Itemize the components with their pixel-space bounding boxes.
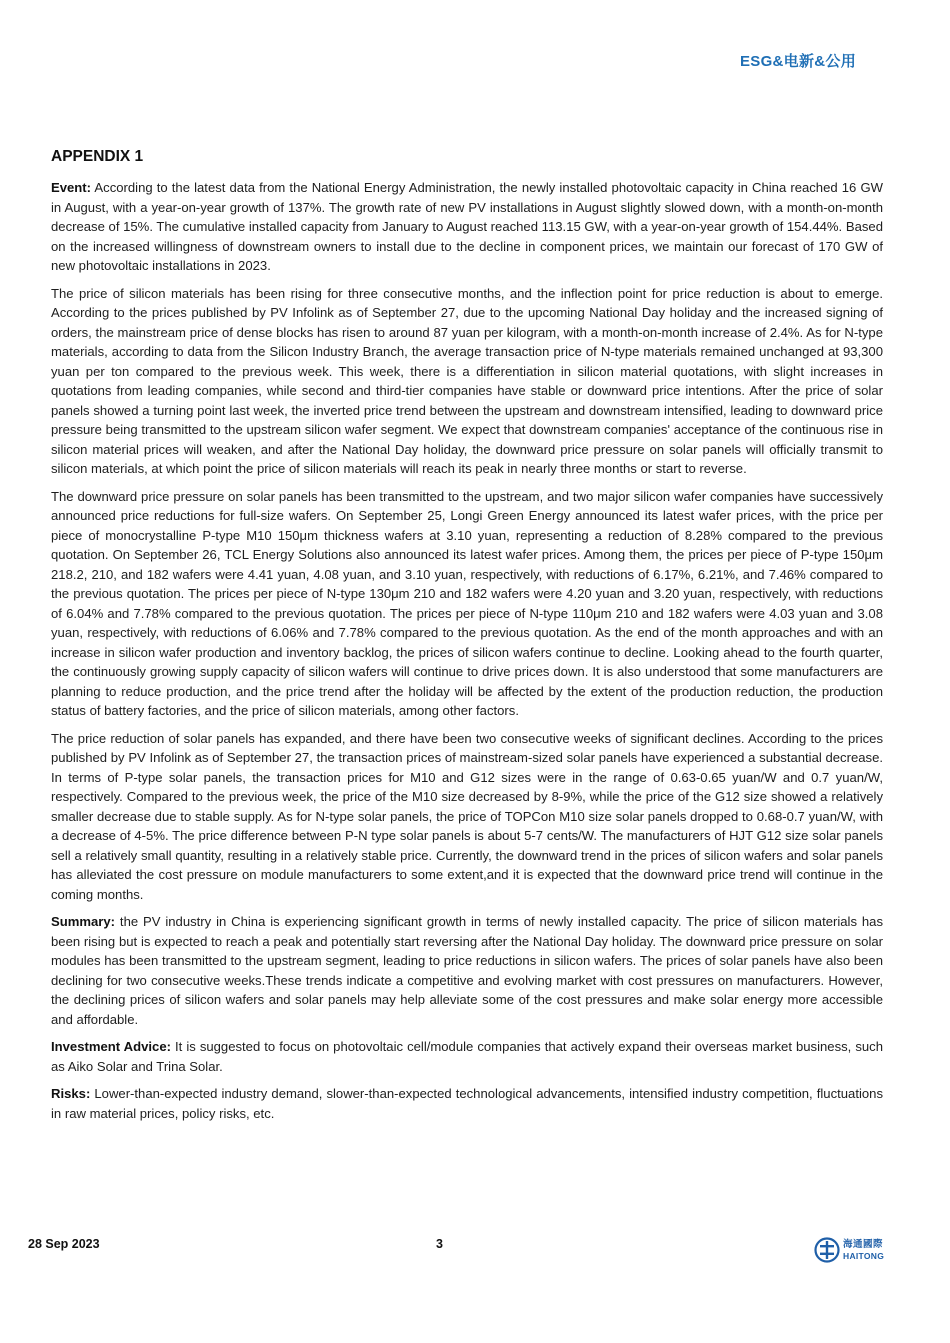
event-paragraph bbox=[51, 178, 883, 276]
event-label: Event: bbox=[51, 180, 92, 195]
advice-text: It is suggested to focus on photovoltaic cell/module companies that actively expand their overseas market business, such as Aiko Solar and Trina Solar. bbox=[51, 1039, 884, 1074]
appendix-title: APPENDIX 1 bbox=[51, 148, 144, 165]
event-text: According to the latest data from the National Energy Administration, the newly installed photovoltaic capacity in China reached 16 GW in August, with a year-on-year growth of 137%. The growth rate of new PV installations in August slightly slowed down, with a month-on-month decrease of 15%. The cumulative installed capacity from January to August reached 113.15 GW, with a year-on-year growth of 154.44%. Based on the increased willingness of downstream owners to install due to the decline in component prices, we maintain our forecast of 170 GW of new photovoltaic installations in 2023. bbox=[51, 180, 883, 273]
haitong-logo-icon bbox=[814, 1237, 840, 1263]
wafer-paragraph: The downward price pressure on solar panels has been transmitted to the upstream, and two major silicon wafer companies have successively announced price reductions for full-size wafers. On September 25, Longi Green Energy announced its latest wafer prices, with the price per piece of monocrystalline P-type M10 150μm thickness wafers at 3.10 yuan, representing a reduction of 8.28% compared to the previous quotation. On September 26, TCL Energy Solutions also announced its latest wafer prices. Among them, the prices per piece of P-type 150μm 218.2, 210, and 182 wafers were 4.41 yuan, 4.08 yuan, and 3.10 yuan, respectively, with reductions of 6.17%, 6.21%, and 7.46% compared to the previous quotation. The prices per piece of N-type 130μm 210 and 182 wafers were 4.20 yuan and 3.20 yuan, respectively, with reductions of 6.04% and 7.78% compared to the previous quotation. The prices per piece of N-type 110μm 210 and 182 wafers were 4.03 yuan and 3.08 yuan, respectively, with reductions of 6.06% and 7.78% compared to the previous quotation. As the end of the month approaches and with an increase in silicon wafer production and inventory backlog, the prices of silicon wafers continue to decline. Looking ahead to the fourth quarter, the continuously growing supply capacity of silicon wafers will continue to drive prices down. It is also understood that some manufacturers are planning to reduce production, and the price trend after the holiday will be affected by the extent of the production reduction, the production status of battery factories, and the price of silicon materials, among other factors. bbox=[51, 488, 883, 718]
silicon-paragraph: The price of silicon materials has been rising for three consecutive months, and the inflection point for price reduction is about to emerge. According to the prices published by PV Infolink as of September 27, due to the upcoming National Day holiday and the increased signing of orders, the mainstream price of dense blocks has risen to around 87 yuan per kilogram, with a month-on-month increase of 2.4%. As for N-type materials, according to data from the Silicon Industry Branch, the average transaction price of N-type materials remained unchanged at 93,300 yuan per ton compared to the previous week. This week, there is a differentiation in silicon material quotations, with slight increases in quotations from leading companies, while second and third-tier companies have stable or downward price intentions. After the price of solar panels showed a turning point last week, the inverted price trend between the upstream and downstream intensified, leading to downward price pressure being transmitted to the upstream silicon wafer segment. We expect that downstream companies' acceptance of the continuous rise in silicon material prices will weaken, and after the National Day holiday, the downward price pressure on solar panels will officially transmit to silicon materials, at which point the price of silicon materials will reach its peak in nearly three months or start to reverse. bbox=[51, 285, 883, 476]
haitong-logo bbox=[814, 1236, 884, 1264]
summary-paragraph bbox=[51, 912, 883, 1029]
logo-chinese-text: 海通國際 bbox=[843, 1239, 884, 1250]
summary-label: Summary: bbox=[51, 914, 116, 929]
advice-paragraph bbox=[51, 1037, 883, 1076]
logo-english-text: HAITONG bbox=[843, 1250, 885, 1261]
appendix-section bbox=[51, 148, 883, 1131]
advice-label: Investment Advice: bbox=[51, 1039, 171, 1054]
risks-text: Lower-than-expected industry demand, slower-than-expected technological advancements, intensified industry competition, fluctuations in raw material prices, policy risks, etc. bbox=[51, 1086, 883, 1121]
risks-paragraph bbox=[51, 1084, 883, 1123]
risks-label: Risks: bbox=[51, 1086, 91, 1101]
summary-text: the PV industry in China is experiencing significant growth in terms of newly installed capacity. The price of silicon materials has been rising but is expected to reach a peak and potentially start reversing after the National Day holiday. The downward price pressure on solar modules has been transmitted to the upstream segment, leading to price reductions in silicon wafers. The prices of solar panels have also been declining for two consecutive weeks.These trends indicate a competitive and evolving market with cost pressures on manufacturers. However, the declining prices of silicon wafers and solar panels may help alleviate some of the cost pressures and make solar energy more accessible and affordable. bbox=[51, 914, 883, 1027]
panels-paragraph: The price reduction of solar panels has expanded, and there have been two consecutive weeks of significant declines. According to the prices published by PV Infolink as of September 27, the transaction prices of mainstream-sized solar panels have experienced a substantial decrease. In terms of P-type solar panels, the transaction prices for M10 and G12 sizes were in the range of 0.63-0.65 yuan/W and 0.7 yuan/W, respectively. Compared to the previous week, the price of the M10 size decreased by 8-9%, while the price of the G12 size showed a relatively smaller decrease due to stable supply. As for N-type solar panels, the price of TOPCon M10 size solar panels dropped to 0.68-0.7 yuan/W, with a decrease of 4-5%. The price difference between P-N type solar panels is about 5-7 cents/W. The manufacturers of HJT G12 size solar panels sell a relatively small quantity, resulting in a relatively stable price. Currently, the downward trend in the prices of silicon wafers and solar panels has alleviated the cost pressure on module manufacturers to some extent,and it is expected that the downward price trend will continue in the coming months. bbox=[51, 730, 883, 902]
report-category-tag: ESG&电新&公用 bbox=[739, 53, 856, 70]
page-number: 3 bbox=[436, 1237, 443, 1251]
footer-date: 28 Sep 2023 bbox=[28, 1237, 100, 1251]
